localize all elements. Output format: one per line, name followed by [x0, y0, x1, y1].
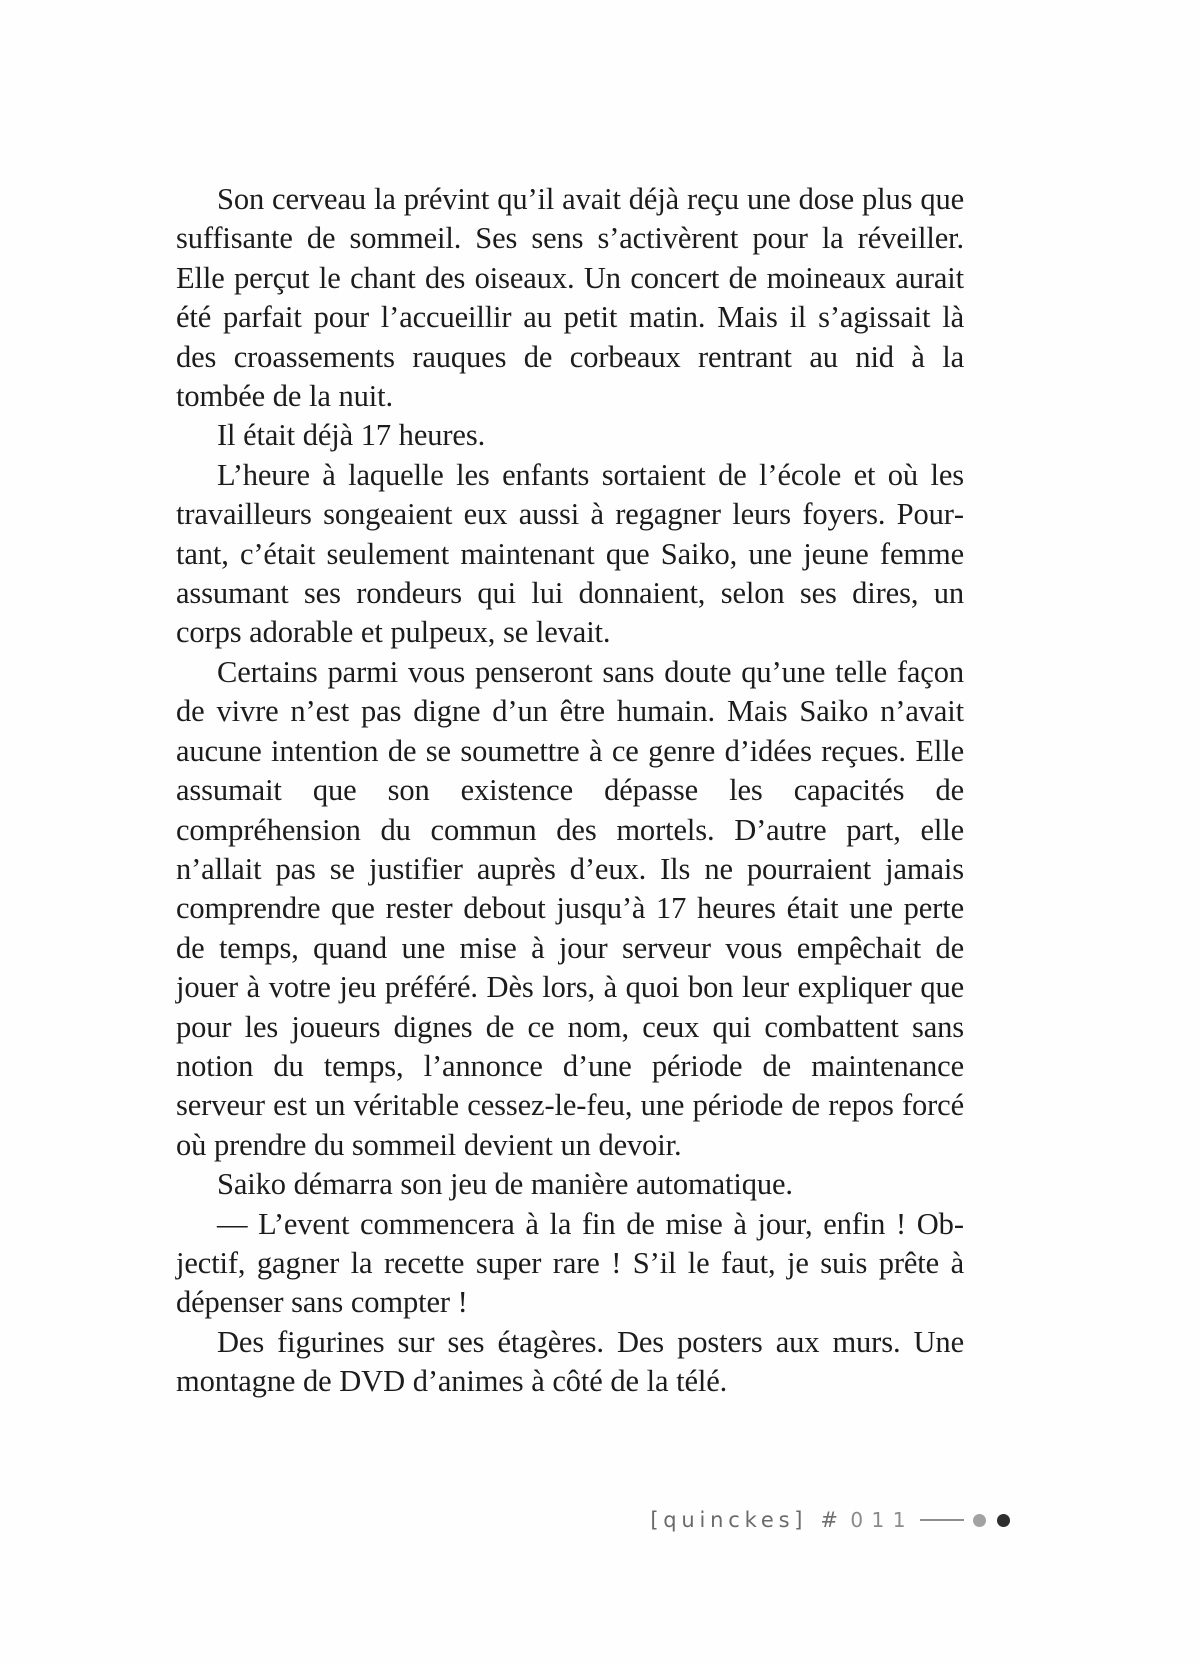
paragraph: Des figurines sur ses étagères. Des posters aux murs. Une montagne de DVD d’animes à côté de la télé.	[176, 1324, 964, 1399]
paragraph: Il était déjà 17 heures.	[217, 418, 486, 453]
paragraph: — L’event commencera à la fin de mise à jour, enfin ! Objectif, gagner la recette super rare ! S’il le faut, je suis prête à dépenser sans compter !	[176, 1206, 964, 1320]
body-text-column	[176, 180, 964, 1402]
footer-hash-symbol: #	[820, 1508, 843, 1532]
footer-brand: [quinckes]	[650, 1508, 808, 1532]
paragraph: Son cerveau la prévint qu’il avait déjà reçu une dose plus que suffisante de sommeil. Ses sens s’activèrent pour la réveiller. Elle perçut le chant des oiseaux. Un concert de moineaux aurait été parfait pour l’accueillir au petit matin. Mais il s’agissait là des croassements rauques de corbeaux rentrant au nid à la tombée de la nuit.	[176, 182, 964, 414]
paragraph: L’heure à laquelle les enfants sortaient de l’école et où les travailleurs songeaient eux aussi à regagner leurs foyers. Pourtant, c’était seulement maintenant que Saiko, une jeune femme assumant ses rondeurs qui lui donnaient, selon ses dires, un corps adorable et pulpeux, se levait.	[176, 457, 964, 650]
paragraph: Certains parmi vous penseront sans doute qu’une telle façon de vivre n’est pas digne d’un être humain. Mais Saiko n’avait aucune intention de se soumettre à ce genre d’idées reçues. Elle assumait que son existence dépasse les capacités de compréhension du commun des mortels. D’autre part, elle n’allait pas se justifier auprès d’eux. Ils ne pourraient jamais comprendre que rester debout jusqu’à 17 heures était une perte de temps, quand une mise à jour serveur vous empêchait de jouer à votre jeu préféré. Dès lors, à quoi bon leur expliquer que pour les joueurs dignes de ce nom, ceux qui combattent sans notion du temps, l’annonce d’une période de maintenance serveur est un véritable cessez-le-feu, une période de repos forcé où prendre du sommeil devient un devoir.	[176, 654, 964, 1162]
footer-rule-icon	[920, 1519, 964, 1521]
page-footer	[0, 1508, 1200, 1532]
paragraph: Saiko démarra son jeu de manière automatique.	[217, 1167, 793, 1202]
page-number: 011	[850, 1508, 914, 1532]
footer-dot-light-icon	[973, 1514, 986, 1527]
footer-dot-dark-icon	[997, 1514, 1010, 1527]
